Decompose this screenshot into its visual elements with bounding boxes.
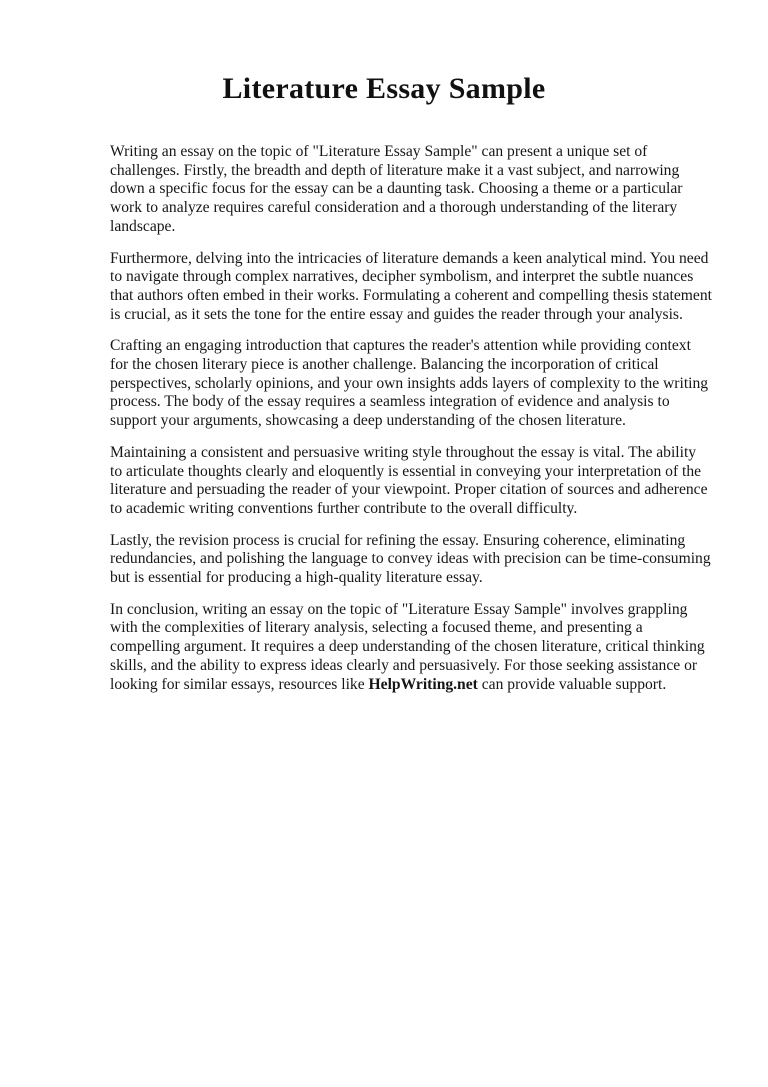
paragraph-crafting: Crafting an engaging introduction that captures the reader's attention while providing context for the chosen literary piece is another challenge. Balancing the incorporation of critical perspectives, scholarly opinions, and your own insights adds layers of complexity to the writing process. The body of the essay requires a seamless integration of evidence and analysis to support your arguments, showcasing a deep understanding of the chosen literature. xyxy=(110,337,709,430)
conclusion-text-before: In conclusion, writing an essay on the topic of "Literature Essay Sample" involves grappling with the complexities of literary analysis, selecting a focused theme, and presenting a compelling argument. It requires a deep understanding of the chosen literature, critical thinking skills, and the ability to express ideas clearly and persuasively. For those seeking assistance or looking for similar essays, resources like xyxy=(110,600,705,693)
brand-name: HelpWriting.net xyxy=(368,675,478,693)
paragraph-conclusion xyxy=(110,601,712,695)
document-body xyxy=(110,143,712,694)
paragraph-style: Maintaining a consistent and persuasive writing style throughout the essay is vital. The ability to articulate thoughts clearly and eloquently is essential in conveying your interpretation of the literature and persuading the reader of your viewpoint. Proper citation of sources and adherence to academic writing conventions further contribute to the overall difficulty. xyxy=(110,443,708,517)
paragraph-intro: Writing an essay on the topic of "Literature Essay Sample" can present a unique set of challenges. Firstly, the breadth and depth of literature make it a vast subject, and narrowing down a specific focus for the essay can be a daunting task. Choosing a theme or a particular work to analyze requires careful consideration and a thorough understanding of the literary landscape. xyxy=(110,143,683,235)
paragraph-analysis: Furthermore, delving into the intricacies of literature demands a keen analytical mind. You need to navigate through complex narratives, decipher symbolism, and interpret the subtle nuances that authors often embed in their works. Formulating a coherent and compelling thesis statement is crucial, as it sets the tone for the entire essay and guides the reader through your analysis. xyxy=(110,249,712,323)
page-title: Literature Essay Sample xyxy=(222,72,546,105)
conclusion-text-after: can provide valuable support. xyxy=(477,675,667,693)
paragraph-revision: Lastly, the revision process is crucial for refining the essay. Ensuring coherence, eliminating redundancies, and polishing the language to convey ideas with precision can be time-consuming but is essential for producing a high-quality literature essay. xyxy=(110,531,711,587)
